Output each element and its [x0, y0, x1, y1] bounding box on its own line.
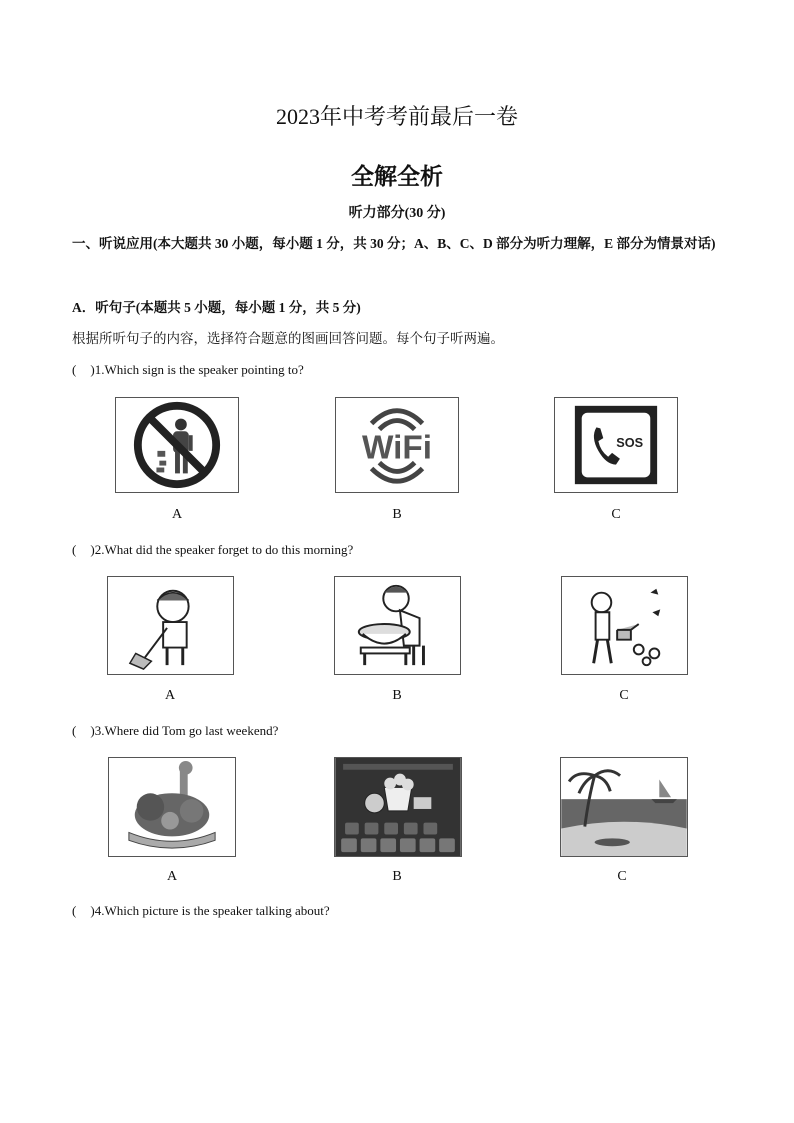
cinema-icon: [335, 758, 461, 856]
q2-image-c-boy-watering-flowers: [561, 576, 688, 675]
q3-option-b-label[interactable]: B: [392, 869, 402, 884]
boy-sweeping-icon: [108, 577, 233, 674]
no-littering-icon: [116, 398, 238, 492]
page-subtitle: 全解全析: [351, 164, 443, 189]
q2-option-a-label[interactable]: A: [164, 688, 176, 703]
q1-option-c-label[interactable]: C: [611, 507, 621, 522]
q3-image-b-cinema: [334, 757, 462, 857]
zoo-animals-icon: [109, 758, 235, 856]
question-text: 4.Which picture is the speaker talking about?: [94, 903, 330, 918]
answer-paren-close: ): [90, 903, 95, 918]
q3-image-a-zoo: [108, 757, 236, 857]
question-1: [72, 362, 304, 378]
part-one-heading: 一、听说应用(本大题共 30 小题，每小题 1 分，共 30 分；A、B、C、D 部分为听力理解，E 部分为情景对话): [72, 236, 716, 251]
q3-option-a-label[interactable]: A: [166, 869, 178, 884]
question-4: [72, 903, 330, 919]
wifi-icon: [336, 398, 458, 492]
q1-image-b-wifi-sign: [335, 397, 459, 493]
answer-paren-close: ): [90, 362, 95, 377]
q1-option-b-label[interactable]: B: [392, 507, 402, 522]
sos-logo-text: SOS: [616, 434, 644, 450]
q2-image-a-boy-sweeping: [107, 576, 234, 675]
answer-paren-open: (: [72, 362, 77, 377]
answer-paren-open: (: [72, 903, 77, 918]
q3-image-c-beach: [560, 757, 688, 857]
q2-option-c-label[interactable]: C: [619, 688, 629, 703]
q1-image-a-no-littering-sign: [115, 397, 239, 493]
boy-washing-icon: [335, 577, 460, 674]
wifi-logo-text: WiFi: [362, 429, 432, 467]
q2-image-b-boy-washing: [334, 576, 461, 675]
q1-image-c-sos-phone-sign: [554, 397, 678, 493]
q3-option-c-label[interactable]: C: [617, 869, 627, 884]
question-text: 1.Which sign is the speaker pointing to?: [94, 362, 304, 377]
instruction-text: 根据所听句子的内容，选择符合题意的图画回答问题。每个句子听两遍。: [72, 331, 504, 346]
sos-phone-icon: [555, 398, 677, 492]
beach-icon: [561, 758, 687, 856]
q1-option-a-label[interactable]: A: [171, 507, 183, 522]
question-text: 2.What did the speaker forget to do this morning?: [94, 542, 354, 557]
answer-paren-open: (: [72, 723, 77, 738]
part-a-heading: A．听句子(本题共 5 小题，每小题 1 分，共 5 分): [72, 300, 361, 315]
question-3: [72, 723, 278, 739]
boy-watering-icon: [562, 577, 687, 674]
question-text: 3.Where did Tom go last weekend?: [94, 723, 279, 738]
section-title: 听力部分(30 分): [348, 206, 446, 221]
answer-paren-open: (: [72, 542, 77, 557]
page-title: 2023年中考考前最后一卷: [275, 104, 518, 129]
answer-paren-close: ): [90, 542, 95, 557]
answer-paren-close: ): [90, 723, 95, 738]
question-2: [72, 542, 353, 558]
q2-option-b-label[interactable]: B: [392, 688, 402, 703]
